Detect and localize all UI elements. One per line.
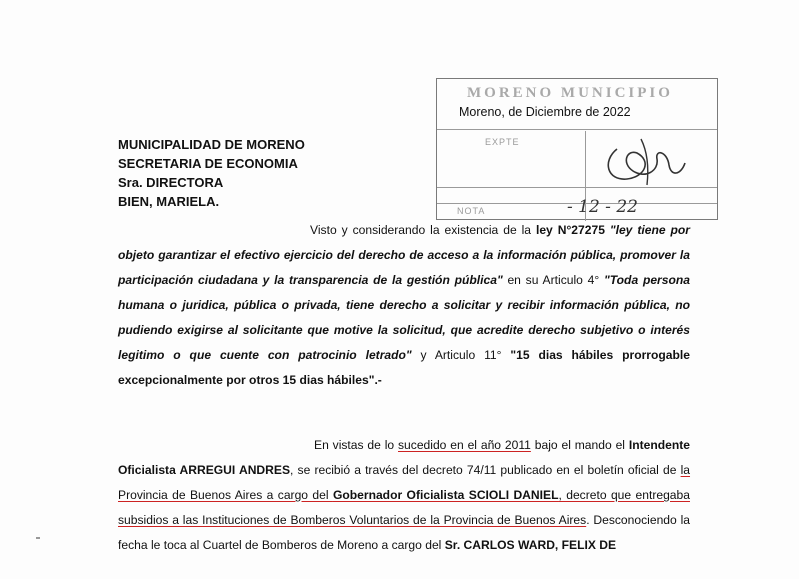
margin-mark (36, 537, 40, 539)
signature-mark (597, 131, 697, 191)
text-run: bajo el mando el (530, 438, 629, 452)
underlined-text: , decreto que entregaba subsidios a las Instituciones de Bomberos Voluntarios de la Provincia de Buenos Aires (118, 488, 690, 527)
stamp-handwritten-date: - 12 - 22 (567, 197, 638, 217)
address-line: MUNICIPALIDAD DE MORENO (118, 137, 305, 152)
paragraph-1 (118, 218, 690, 393)
address-line: Sra. DIRECTORA (118, 175, 224, 190)
stamp-header: MORENO MUNICIPIO (467, 85, 673, 101)
article-11-quote: "15 dias hábiles prorrogable excepcionalmente por otros 15 dias hábiles" (118, 348, 690, 387)
address-line: SECRETARIA DE ECONOMIA (118, 156, 298, 171)
text-run: . Desconociendo la fecha le toca al Cuartel de Bomberos de Moreno a cargo del (118, 513, 690, 552)
law-quote: "ley tiene por objeto garantizar el efectivo ejercicio del derecho de acceso a la información pública, promover la participación ciudadana y la transparencia de la gestión pública" (118, 223, 690, 287)
recipient-address (118, 135, 305, 211)
article-4-quote: "Toda persona humana o juridica, pública o privada, tiene derecho a solicitar y recibir información pública, no pudiendo exigirse al solicitante que motive la solicitud, que acredite derecho subjetivo o interés legitimo o que cuente con patrocinio letrado" (118, 273, 690, 362)
stamp-label-nota: NOTA (457, 206, 486, 216)
underlined-text: la Provincia de Buenos Aires a cargo del (118, 463, 691, 502)
paragraph-2 (118, 433, 690, 558)
underlined-text: sucedido en el año 2011 (398, 438, 531, 452)
stamp-label-expte: EXPTE (485, 137, 520, 147)
text-run: En vistas de lo (314, 438, 398, 452)
stamp-divider (437, 129, 717, 130)
text-run: .- (374, 373, 382, 387)
bold-name: Sr. CARLOS WARD, FELIX DE (444, 538, 617, 552)
reception-stamp (436, 78, 718, 220)
text-run: Visto y considerando la existencia de la (310, 223, 536, 237)
bold-underlined-name: Gobernador Oficialista SCIOLI DANIEL (332, 488, 559, 502)
text-run: en su Articulo 4° (502, 273, 604, 287)
text-run: , se recibió a través del decreto 74/11 publicado en el boletín oficial de (290, 463, 681, 477)
stamp-date-line: Moreno, de Diciembre de 2022 (459, 105, 631, 119)
address-line: BIEN, MARIELA. (118, 194, 220, 209)
text-run: y Articulo 11° (411, 348, 511, 362)
law-reference: ley N°27275 (535, 223, 605, 237)
bold-name: Intendente Oficialista ARREGUI ANDRES (118, 438, 690, 477)
